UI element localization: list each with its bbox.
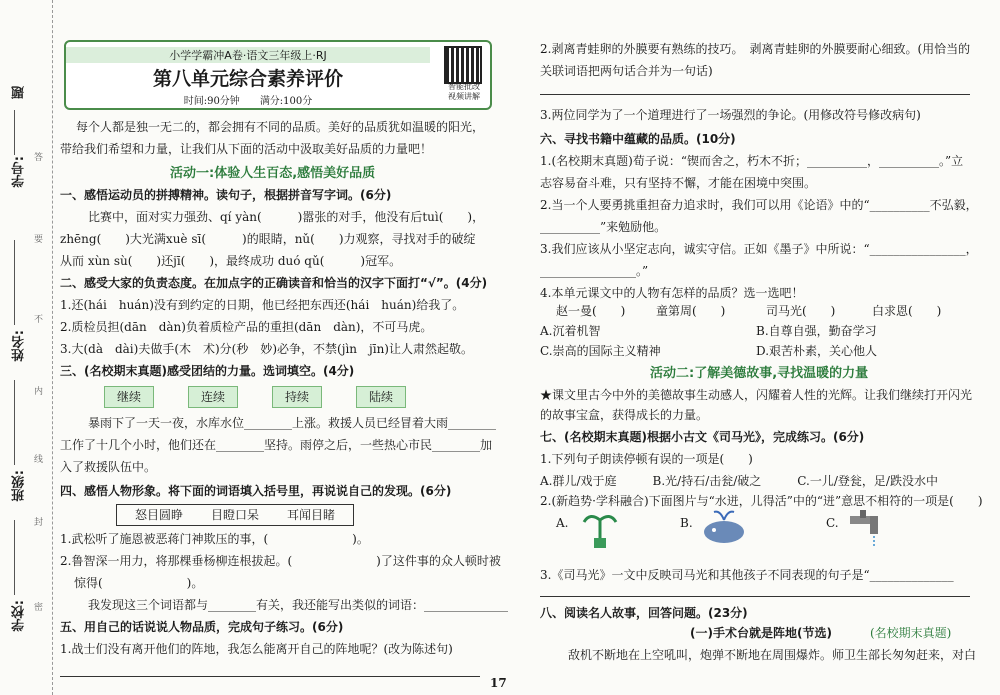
activity-2-intro-1: ★课文里古今中外的美德故事生动感人，闪耀着人性的光辉。让我们继续打开闪光 — [540, 388, 973, 402]
word-chip: 继续 — [104, 386, 154, 408]
exam-header — [64, 40, 492, 110]
seal-mark: 内 — [34, 387, 44, 397]
reading-title: (一)手术台就是阵地(节选) — [690, 626, 832, 640]
fountain-icon — [580, 508, 620, 550]
intro-line-2: 带给我们希望和力量，让我们从下面的活动中汲取美好品质的力量吧！ — [60, 142, 433, 156]
section-1-heading: 一、感悟运动员的拼搏精神。读句子，根据拼音写字词。(6分) — [60, 188, 392, 202]
section-2-item-1: 1.还(hái huán)没有到约定的日期，他已经把东西还(hái huán)给我了。 — [60, 298, 465, 312]
student-id-label: 学号: — [12, 156, 27, 188]
faucet-icon — [846, 506, 886, 550]
person-choice[interactable]: 童第周( ) — [656, 304, 726, 318]
picture-option-b[interactable]: B. — [680, 516, 693, 530]
section-7-item-1-options: A.群儿/戏于庭 B.光/持石/击瓮/破之 C.一儿/登瓮，足/跌没水中 — [540, 474, 938, 488]
section-1-line-1: 比赛中，面对实力强劲、qí yàn( )嚣张的对手，他没有后tuì( )， — [88, 210, 485, 224]
section-4-item-2b: 惊得( )。 — [74, 576, 204, 590]
intro-line-1: 每个人都是独一无二的，都会拥有不同的品质。美好的品质犹如温暖的阳光， — [76, 120, 485, 134]
exam-tag: (名校期末真题) — [870, 626, 952, 640]
idiom-box — [116, 504, 354, 526]
seal-mark: 要 — [34, 235, 44, 245]
section-2-item-2: 2.质检员担(dān dàn)负着质检产品的重担(dān dàn)，不可马虎。 — [60, 320, 433, 334]
seal-mark: 不 — [34, 315, 44, 325]
seal-mark: 密 — [34, 603, 44, 613]
section-2-item-3: 3.大(dà dài)夫做手(木 术)分(秒 妙)必争，不禁(jìn jīn)让人肃然起敬。 — [60, 342, 473, 356]
section-7-heading: 七、(名校期末真题)根据小古文《司马光》，完成练习。(6分) — [540, 430, 865, 444]
class-line — [14, 380, 16, 465]
time-limit: 时间:90分钟 — [183, 96, 240, 107]
activity-2-intro-2: 的故事宝盒，获得成长的力量。 — [540, 408, 709, 422]
section-3-line-2: 工作了十几个小时，他们还在________坚持。雨停之后，一些热心市民________加 — [60, 438, 493, 452]
seal-mark: 线 — [34, 455, 44, 465]
section-1-line-2: zhēng( )大光满xuè sī( )的眼睛，nǔ( )力观察，寻找对手的破绽 — [60, 232, 476, 246]
section-6-item-3: 3.我们应该从小坚定志向，诚实守信。正如《墨子》中所说：“________________， — [540, 242, 978, 256]
section-8-heading: 八、阅读名人故事，回答问题。(23分) — [540, 606, 748, 620]
qr-code-icon[interactable] — [444, 46, 482, 84]
section-4-item-1: 1.武松听了施恩被恶蒋门神欺压的事，( )。 — [60, 532, 369, 546]
section-7-item-2: 2.(新趋势·学科融合)下面图片与“水迸，儿得活”中的“迸”意思不相符的一项是( ) — [540, 494, 983, 508]
section-3-line-1: 暴雨下了一天一夜，水库水位________上涨。救援人员已经冒着大雨________ — [88, 416, 497, 430]
option-d: D.艰苦朴素，关心他人 — [756, 344, 878, 358]
whale-icon — [700, 508, 750, 546]
person-choice[interactable]: 司马光( ) — [766, 304, 836, 318]
activity-2-heading: 活动二:了解美德故事,寻找温暖的力量 — [650, 366, 869, 381]
exam-meta — [66, 92, 430, 107]
option-c: C.崇高的国际主义精神 — [540, 344, 661, 358]
section-7-item-1: 1.下列句子朗读停顿有误的一项是( ) — [540, 452, 753, 466]
section-6-item-1: 1.(名校期末真题)荀子说：“锲而舍之，朽木不折；__________，__________。”立 — [540, 154, 964, 168]
picture-option-c[interactable]: C. — [826, 516, 839, 530]
idiom-word: 耳闻目睹 — [287, 508, 336, 522]
word-chip: 连续 — [188, 386, 238, 408]
section-1-line-3: 从而 xùn sù( )还jī( )，最终成功 duó qǔ( )冠军。 — [60, 254, 402, 268]
section-5-item-3: 3.两位同学为了一个道理进行了一场强烈的争论。(用修改符号修改病句) — [540, 108, 921, 122]
word-chip: 持续 — [272, 386, 322, 408]
option-a: A.沉着机智 — [540, 324, 601, 338]
class-label: 班级: — [12, 470, 27, 502]
section-5-item-2b: 关联词语把两句话合并为一句话) — [540, 64, 713, 78]
name-line — [14, 240, 16, 325]
word-chip: 陆续 — [356, 386, 406, 408]
page-number: 17 — [490, 676, 507, 690]
person-choice[interactable]: 白求恩( ) — [872, 304, 942, 318]
section-7-item-3: 3.《司马光》一文中反映司马光和其他孩子不同表现的句子是“______________ — [540, 568, 954, 582]
section-6-item-4: 4.本单元课文中的人物有怎样的品质？选一选吧！ — [540, 286, 804, 300]
school-line — [14, 520, 16, 595]
section-4-item-2: 2.鲁智深一用力，将那棵垂杨柳连根拔起。( )了这件事的众人顿时被 — [60, 554, 501, 568]
name-label: 姓名: — [12, 330, 27, 362]
word-chips — [104, 386, 440, 408]
section-6-heading: 六、寻找书籍中蕴藏的品质。(10分) — [540, 132, 736, 146]
section-3-line-3: 入了救援队伍中。 — [60, 460, 157, 474]
margin-title-mark: 题 — [12, 86, 27, 99]
section-5-item-2: 2.剥离青蛙卵的外膜要有熟练的技巧。 剥离青蛙卵的外膜要耐心细致。(用恰当的 — [540, 42, 971, 56]
student-id-line — [14, 110, 16, 155]
reading-text-1: 敌机不断地在上空吼叫，炮弹不断地在周围爆炸。师卫生部长匆匆赶来，对白 — [568, 648, 977, 662]
section-3-heading: 三、(名校期末真题)感受团结的力量。选词填空。(4分) — [60, 364, 355, 378]
binding-margin — [0, 0, 53, 695]
school-label: 学校: — [12, 600, 27, 632]
person-choice[interactable]: 赵一曼( ) — [556, 304, 626, 318]
qr-label: 智能批改 视频讲解 — [448, 82, 480, 101]
series-title: 小学学霸冲A卷·语文三年级上·RJ — [66, 47, 430, 63]
picture-option-a[interactable]: A. — [556, 516, 569, 530]
answer-line[interactable] — [540, 94, 970, 95]
activity-1-heading: 活动一:体验人生百态,感悟美好品质 — [170, 166, 376, 181]
section-6-item-1b: 志容易奋斗难，只有坚持不懈，才能在困境中突围。 — [540, 176, 817, 190]
section-4-heading: 四、感悟人物形象。将下面的词语填入括号里，再说说自己的发现。(6分) — [60, 484, 452, 498]
section-5-heading: 五、用自己的话说说人物品质，完成句子练习。(6分) — [60, 620, 344, 634]
section-2-heading: 二、感受大家的负责态度。在加点字的正确读音和恰当的汉字下面打“√”。(4分) — [60, 276, 488, 290]
page-title: 第八单元综合素养评价 — [152, 68, 343, 90]
seal-mark: 封 — [34, 518, 44, 528]
option-b: B.自尊自强，勤奋学习 — [756, 324, 877, 338]
section-6-item-3b: ________________。” — [540, 264, 649, 278]
section-5-item-1: 1.战士们没有离开他们的阵地，我怎么能离开自己的阵地呢？(改为陈述句) — [60, 642, 453, 656]
answer-line[interactable] — [540, 596, 970, 597]
section-4-discovery: 我发现这三个词语都与________有关，我还能写出类似的词语：______________ — [88, 598, 509, 612]
full-score: 满分:100分 — [259, 96, 313, 107]
idiom-word: 怒目圆睁 — [135, 508, 184, 522]
seal-mark: 答 — [34, 153, 44, 163]
section-6-item-2: 2.当一个人要勇挑重担奋力追求时，我们可以用《论语》中的“__________不弘毅， — [540, 198, 978, 212]
section-6-item-2b: __________”来勉励他。 — [540, 220, 667, 234]
idiom-word: 目瞪口呆 — [211, 508, 260, 522]
answer-line[interactable] — [60, 676, 480, 677]
